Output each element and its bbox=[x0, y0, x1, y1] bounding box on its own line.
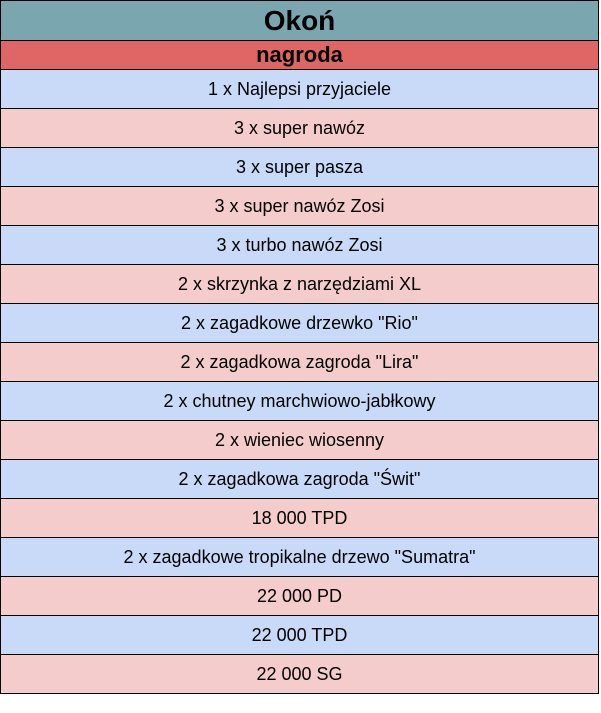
reward-cell: 22 000 PD bbox=[1, 577, 599, 616]
table-row bbox=[1, 226, 599, 265]
reward-cell: 18 000 TPD bbox=[1, 499, 599, 538]
table-title: Okoń bbox=[1, 1, 599, 41]
table-row bbox=[1, 499, 599, 538]
title-row bbox=[1, 1, 599, 41]
table-row bbox=[1, 109, 599, 148]
reward-cell: 3 x super nawóz bbox=[1, 109, 599, 148]
column-header-nagroda: nagroda bbox=[1, 41, 599, 70]
reward-cell: 22 000 TPD bbox=[1, 616, 599, 655]
table-row bbox=[1, 148, 599, 187]
table-row bbox=[1, 577, 599, 616]
table-row bbox=[1, 655, 599, 694]
reward-table-body bbox=[1, 1, 599, 694]
table-row bbox=[1, 70, 599, 109]
reward-cell: 22 000 SG bbox=[1, 655, 599, 694]
reward-cell: 2 x zagadkowa zagroda "Świt" bbox=[1, 460, 599, 499]
reward-cell: 2 x wieniec wiosenny bbox=[1, 421, 599, 460]
reward-cell: 3 x super nawóz Zosi bbox=[1, 187, 599, 226]
reward-cell: 1 x Najlepsi przyjaciele bbox=[1, 70, 599, 109]
table-row bbox=[1, 460, 599, 499]
header-row bbox=[1, 41, 599, 70]
table-row bbox=[1, 265, 599, 304]
table-row bbox=[1, 382, 599, 421]
reward-cell: 2 x zagadkowa zagroda "Lira" bbox=[1, 343, 599, 382]
table-row bbox=[1, 616, 599, 655]
table-row bbox=[1, 187, 599, 226]
table-row bbox=[1, 421, 599, 460]
table-row bbox=[1, 304, 599, 343]
reward-cell: 2 x chutney marchwiowo-jabłkowy bbox=[1, 382, 599, 421]
reward-cell: 2 x zagadkowe tropikalne drzewo "Sumatra" bbox=[1, 538, 599, 577]
table-row bbox=[1, 538, 599, 577]
reward-cell: 2 x zagadkowe drzewko "Rio" bbox=[1, 304, 599, 343]
reward-cell: 3 x super pasza bbox=[1, 148, 599, 187]
reward-cell: 3 x turbo nawóz Zosi bbox=[1, 226, 599, 265]
reward-cell: 2 x skrzynka z narzędziami XL bbox=[1, 265, 599, 304]
table-row bbox=[1, 343, 599, 382]
